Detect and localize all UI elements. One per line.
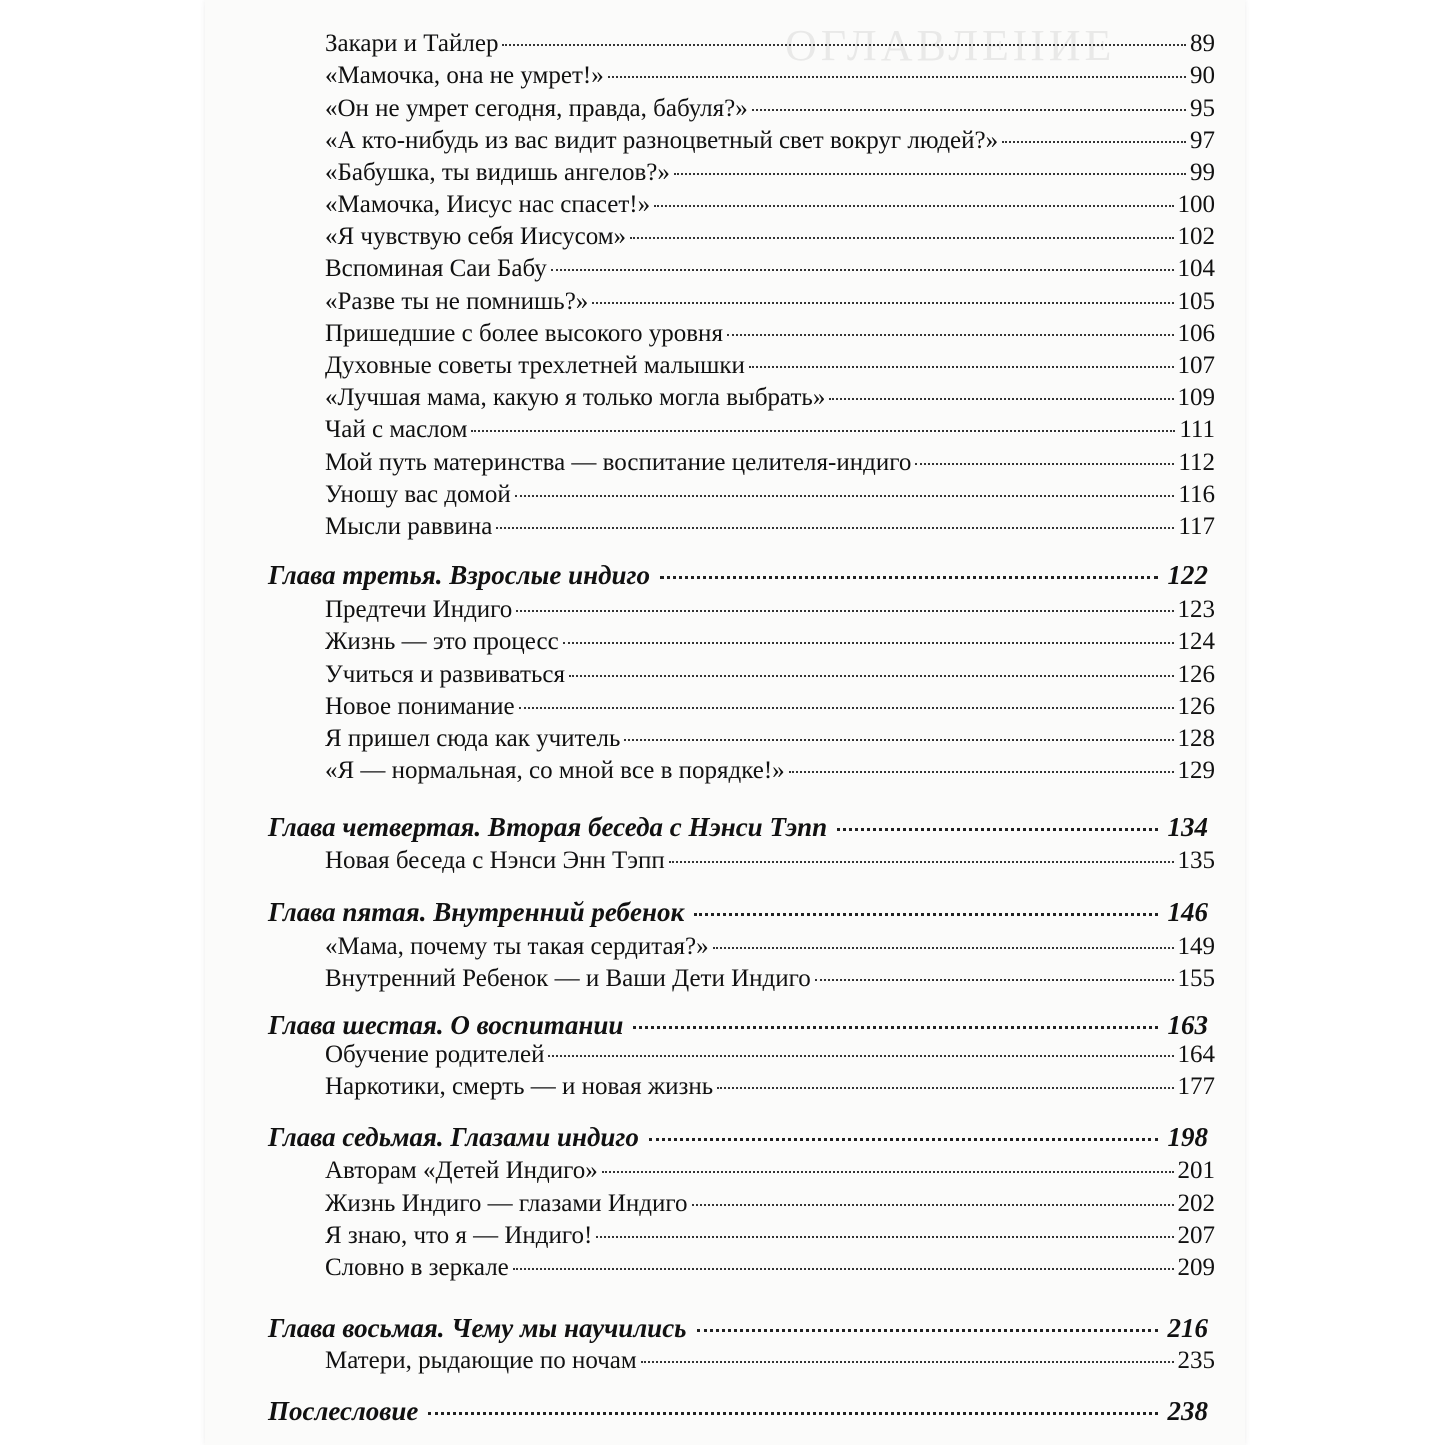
dot-leader <box>674 173 1186 175</box>
toc-page-number: 107 <box>1177 352 1215 379</box>
toc-entry-title: Глава седьмая. Глазами индиго <box>268 1122 639 1152</box>
toc-page-number: 216 <box>1167 1313 1208 1343</box>
toc-entry-title: Авторам «Детей Индиго» <box>325 1157 598 1184</box>
dot-leader <box>660 576 1158 579</box>
toc-entry-title: Учиться и развиваться <box>325 661 565 688</box>
dot-leader <box>563 642 1174 644</box>
dot-leader <box>592 302 1173 304</box>
toc-page-number: 207 <box>1177 1222 1215 1249</box>
dot-leader <box>624 739 1173 741</box>
toc-entry-title: Словно в зеркале <box>325 1254 509 1281</box>
dot-leader <box>697 1329 1158 1332</box>
toc-entry-title: Пришедшие с более высокого уровня <box>325 320 723 347</box>
dot-leader <box>596 1236 1173 1238</box>
dot-leader <box>727 334 1174 336</box>
toc-entry <box>325 62 1215 90</box>
dot-leader <box>513 1268 1174 1270</box>
toc-entry <box>325 288 1215 316</box>
toc-page-number: 116 <box>1178 481 1215 508</box>
toc-entry-title: Наркотики, смерть — и новая жизнь <box>325 1073 714 1100</box>
toc-entry <box>325 1073 1215 1101</box>
toc-entry-title: Чай с маслом <box>325 416 468 443</box>
toc-page-number: 112 <box>1178 449 1215 476</box>
dot-leader <box>752 109 1186 111</box>
toc-entry-title: Глава шестая. О воспитании <box>268 1010 624 1040</box>
dot-leader <box>694 913 1157 916</box>
toc-page-number: 124 <box>1177 628 1215 655</box>
dot-leader <box>602 1171 1174 1173</box>
toc-entry-title: «Мамочка, Иисус нас спасет!» <box>325 191 651 218</box>
toc-page-number: 89 <box>1190 30 1215 57</box>
toc-entry <box>325 757 1215 785</box>
toc-page-number: 97 <box>1190 127 1215 154</box>
toc-entry <box>325 127 1215 155</box>
toc-page-number: 102 <box>1177 223 1215 250</box>
toc-entry-title: Глава четвертая. Вторая беседа с Нэнси Тэпп <box>268 812 828 842</box>
toc-entry <box>325 30 1215 58</box>
toc-page-number: 155 <box>1177 965 1215 992</box>
dot-leader <box>551 269 1174 271</box>
dot-leader <box>717 1087 1173 1089</box>
toc-entry <box>325 965 1215 993</box>
toc-entry <box>325 481 1215 509</box>
toc-entry-title: Новое понимание <box>325 693 515 720</box>
toc-chapter-entry <box>268 1010 1208 1041</box>
toc-entry-title: «Мамочка, она не умрет!» <box>325 62 604 89</box>
toc-entry <box>325 1222 1215 1250</box>
dot-leader <box>915 463 1174 465</box>
toc-entry <box>325 693 1215 721</box>
dot-leader <box>654 205 1173 207</box>
toc-chapter-entry <box>268 812 1208 843</box>
toc-entry-title: Обучение родителей <box>325 1041 545 1068</box>
toc-entry-title: Я знаю, что я — Индиго! <box>325 1222 593 1249</box>
dot-leader <box>829 398 1173 400</box>
dot-leader <box>496 527 1174 529</box>
toc-page-number: 123 <box>1177 596 1215 623</box>
dot-leader <box>630 237 1173 239</box>
toc-page-number: 126 <box>1177 661 1215 688</box>
toc-entry-title: «Он не умрет сегодня, правда, бабуля?» <box>325 95 748 122</box>
toc-chapter-entry <box>268 1122 1208 1153</box>
dot-leader <box>548 1055 1173 1057</box>
toc-page-number: 126 <box>1177 693 1215 720</box>
toc-page-number: 146 <box>1167 897 1208 927</box>
toc-page-number: 104 <box>1177 255 1215 282</box>
dot-leader <box>749 366 1174 368</box>
dot-leader <box>815 979 1174 981</box>
toc-page-number: 122 <box>1167 560 1208 590</box>
toc-entry-title: Я пришел сюда как учитель <box>325 725 621 752</box>
toc-page-number: 90 <box>1190 62 1215 89</box>
toc-page-number: 149 <box>1177 933 1215 960</box>
toc-page-number: 99 <box>1190 159 1215 186</box>
toc-entry <box>325 159 1215 187</box>
bleed-through-text: ОГЛАВЛЕНИЕ <box>785 21 1116 70</box>
dot-leader <box>713 947 1174 949</box>
dot-leader <box>1002 141 1186 143</box>
toc-page-number: 198 <box>1167 1122 1208 1152</box>
toc-page-number: 100 <box>1177 191 1215 218</box>
toc-entry-title: Послесловие <box>268 1396 419 1426</box>
toc-entry <box>325 449 1215 477</box>
toc-page-number: 238 <box>1167 1396 1208 1426</box>
toc-page-number: 201 <box>1177 1157 1215 1184</box>
toc-entry <box>325 416 1215 444</box>
dot-leader <box>692 1204 1174 1206</box>
toc-entry <box>325 725 1215 753</box>
toc-entry-title: Закари и Тайлер <box>325 30 499 57</box>
toc-entry-title: Духовные советы трехлетней малышки <box>325 352 745 379</box>
toc-page-number: 164 <box>1177 1041 1215 1068</box>
toc-page-number: 129 <box>1177 757 1215 784</box>
dot-leader <box>641 1361 1174 1363</box>
toc-entry <box>325 513 1215 541</box>
dot-leader <box>569 675 1174 677</box>
toc-entry-title: Глава пятая. Внутренний ребенок <box>268 897 685 927</box>
toc-entry-title: Внутренний Ребенок — и Ваши Дети Индиго <box>325 965 811 992</box>
toc-entry <box>325 1041 1215 1069</box>
toc-entry <box>325 384 1215 412</box>
toc-entry-title: Глава третья. Взрослые индиго <box>268 560 650 590</box>
toc-page-number: 95 <box>1190 95 1215 122</box>
toc-entry-title: «Лучшая мама, какую я только могла выбрать» <box>325 384 826 411</box>
dot-leader <box>789 771 1174 773</box>
toc-page-number: 135 <box>1177 847 1215 874</box>
toc-entry-title: Жизнь — это процесс <box>325 628 559 655</box>
toc-entry-title: Новая беседа с Нэнси Энн Тэпп <box>325 847 665 874</box>
toc-page-number: 177 <box>1177 1073 1215 1100</box>
toc-entry-title: «Я чувствую себя Иисусом» <box>325 223 627 250</box>
toc-entry-title: Предтечи Индиго <box>325 596 513 623</box>
dot-leader <box>502 44 1186 46</box>
toc-page-number: 109 <box>1177 384 1215 411</box>
dot-leader <box>515 495 1175 497</box>
dot-leader <box>519 707 1174 709</box>
toc-page-number: 105 <box>1177 288 1215 315</box>
dot-leader <box>428 1412 1157 1415</box>
toc-page-number: 111 <box>1179 416 1215 443</box>
toc-page-number: 202 <box>1177 1190 1215 1217</box>
toc-entry <box>325 596 1215 624</box>
toc-entry <box>325 191 1215 219</box>
toc-page-number: 134 <box>1167 812 1208 842</box>
dot-leader <box>633 1026 1157 1029</box>
toc-entry-title: Уношу вас домой <box>325 481 511 508</box>
toc-entry <box>325 933 1215 961</box>
toc-entry <box>325 95 1215 123</box>
toc-entry-title: «Бабушка, ты видишь ангелов?» <box>325 159 670 186</box>
dot-leader <box>649 1138 1158 1141</box>
dot-leader <box>837 828 1157 831</box>
toc-chapter-entry <box>268 1396 1208 1427</box>
toc-page-number: 106 <box>1177 320 1215 347</box>
toc-entry-title: Мысли раввина <box>325 513 493 540</box>
toc-page-number: 117 <box>1178 513 1215 540</box>
toc-page-number: 128 <box>1177 725 1215 752</box>
dot-leader <box>608 76 1186 78</box>
toc-entry <box>325 661 1215 689</box>
toc-page-number: 163 <box>1167 1010 1208 1040</box>
toc-page-number: 209 <box>1177 1254 1215 1281</box>
toc-entry <box>325 847 1215 875</box>
toc-chapter-entry <box>268 897 1208 928</box>
toc-page-number: 235 <box>1177 1347 1215 1374</box>
toc-chapter-entry <box>268 560 1208 591</box>
toc-entry-title: Жизнь Индиго — глазами Индиго <box>325 1190 688 1217</box>
dot-leader <box>669 861 1174 863</box>
toc-entry-title: «А кто-нибудь из вас видит разноцветный свет вокруг людей?» <box>325 127 999 154</box>
toc-chapter-entry <box>268 1313 1208 1344</box>
toc-entry-title: «Мама, почему ты такая сердитая?» <box>325 933 709 960</box>
toc-entry-title: Матери, рыдающие по ночам <box>325 1347 637 1374</box>
toc-entry <box>325 223 1215 251</box>
toc-entry-title: «Я — нормальная, со мной все в порядке!» <box>325 757 785 784</box>
toc-entry <box>325 255 1215 283</box>
toc-entry-title: Мой путь материнства — воспитание целителя-индиго <box>325 449 912 476</box>
toc-entry <box>325 1157 1215 1185</box>
dot-leader <box>516 610 1173 612</box>
toc-entry <box>325 320 1215 348</box>
toc-entry <box>325 352 1215 380</box>
toc-entry-title: Вспоминая Саи Бабу <box>325 255 547 282</box>
toc-entry <box>325 1254 1215 1282</box>
toc-entry <box>325 1190 1215 1218</box>
toc-entry-title: Глава восьмая. Чему мы научились <box>268 1313 687 1343</box>
dot-leader <box>471 430 1175 432</box>
toc-entry <box>325 1347 1215 1375</box>
toc-entry <box>325 628 1215 656</box>
toc-entry-title: «Разве ты не помнишь?» <box>325 288 589 315</box>
